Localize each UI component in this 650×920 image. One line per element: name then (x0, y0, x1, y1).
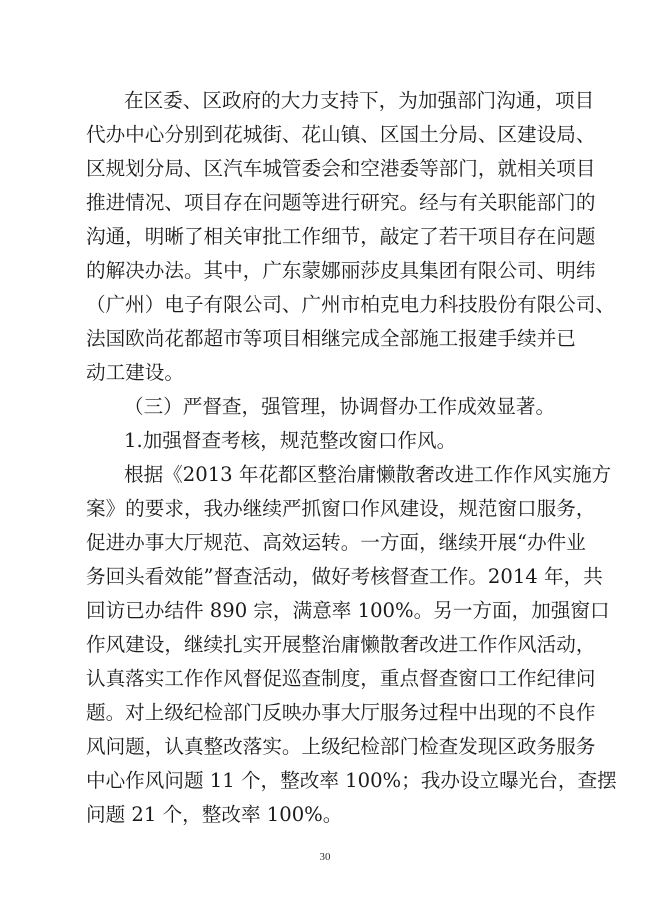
subsection-heading: 1.加强督查考核，规范整改窗口作风。 (124, 429, 457, 452)
paragraph-line: 代办中心分别到花城街、花山镇、区国土分局、区建设局、 (86, 123, 596, 146)
paragraph-line: 回访已办结件 890 宗，满意率 100%。另一方面，加强窗口 (86, 599, 610, 622)
paragraph-line: 在区委、区政府的大力支持下，为加强部门沟通，项目 (124, 89, 595, 112)
paragraph-line: 的解决办法。其中，广东蒙娜丽莎皮具集团有限公司、明纬 (86, 259, 596, 282)
page-number: 30 (319, 851, 331, 863)
paragraph-line: 风问题，认真整改落实。上级纪检部门检查发现区政务服务 (86, 735, 596, 758)
paragraph-line: 促进办事大厅规范、高效运转。一方面，继续开展“办件业 (86, 531, 586, 554)
paragraph-line: 根据《2013 年花都区整治庸懒散奢改进工作作风实施方 (124, 463, 612, 486)
paragraph-line: 案》的要求，我办继续严抓窗口作风建设，规范窗口服务， (86, 497, 596, 520)
paragraph-line: 动工建设。 (86, 361, 184, 384)
paragraph-line: 问题 21 个，整改率 100%。 (86, 803, 343, 826)
paragraph-line: 法国欧尚花都超市等项目相继完成全部施工报建手续并已 (86, 327, 576, 350)
paragraph-line: 认真落实工作作风督促巡查制度，重点督查窗口工作纪律问 (86, 667, 596, 690)
paragraph-line: 区规划分局、区汽车城管委会和空港委等部门，就相关项目 (86, 157, 596, 180)
paragraph-line: 推进情况、项目存在问题等进行研究。经与有关职能部门的 (86, 191, 596, 214)
paragraph-line: 题。对上级纪检部门反映办事大厅服务过程中出现的不良作 (86, 701, 596, 724)
paragraph-line: 作风建设，继续扎实开展整治庸懒散奢改进工作作风活动， (86, 633, 596, 656)
paragraph-line: 中心作风问题 11 个，整改率 100%；我办设立曝光台，查摆 (86, 769, 617, 792)
section-heading: （三）严督查，强管理，协调督办工作成效显著。 (124, 395, 556, 418)
paragraph-line: （广州）电子有限公司、广州市柏克电力科技股份有限公司、 (86, 293, 616, 316)
paragraph-line: 沟通，明晰了相关审批工作细节，敲定了若干项目存在问题 (86, 225, 596, 248)
paragraph-line: 务回头看效能”督查活动，做好考核督查工作。2014 年，共 (86, 565, 603, 588)
